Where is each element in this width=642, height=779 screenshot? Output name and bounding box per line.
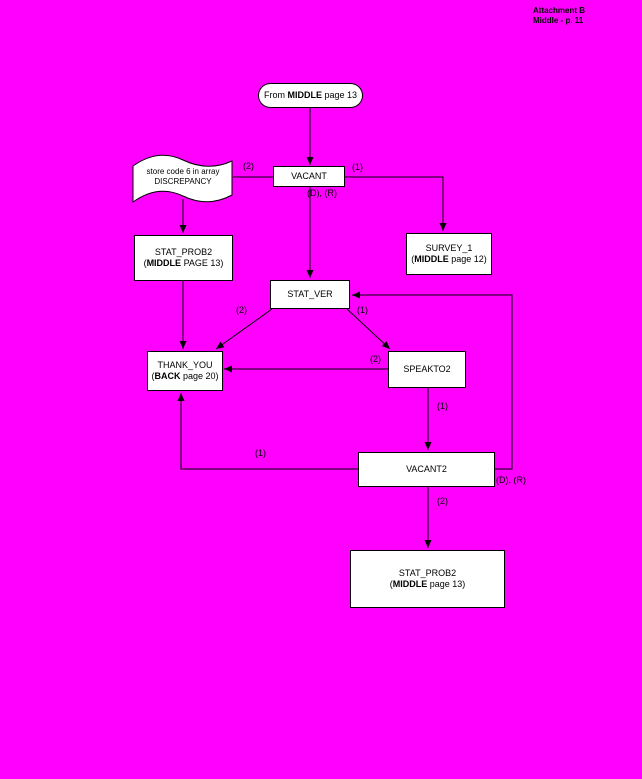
node-vacant2 — [358, 452, 495, 487]
edge-label-statver-to-thankyou: (2) — [236, 305, 247, 315]
stat-prob2-bottom-l2-bold: MIDDLE — [392, 579, 428, 589]
stat-prob2-left-line1: STAT_PROB2 — [154, 247, 213, 257]
stat-ver-label: STAT_VER — [287, 289, 333, 299]
attachment-note — [533, 6, 585, 26]
edge-label-vacant2-to-statprob2: (2) — [437, 496, 448, 506]
vacant-label: VACANT — [291, 171, 327, 181]
stat-prob2-left-l2-bold: MIDDLE — [146, 258, 182, 268]
stat-prob2-bottom-l2-pre: ( — [389, 579, 393, 589]
thank-you-l2-bold: BACK — [154, 371, 181, 381]
thank-you-l2-pre: ( — [151, 371, 155, 381]
start-label-bold: MIDDLE — [287, 90, 322, 100]
node-speakto2 — [388, 351, 466, 388]
node-survey-1 — [406, 233, 492, 275]
stat-prob2-left-line2 — [144, 258, 224, 269]
speakto2-label: SPEAKTO2 — [403, 364, 451, 374]
edge-statver-to-speakto2 — [347, 309, 390, 349]
node-discrepancy-label — [136, 160, 230, 194]
edge-vacant-to-survey1 — [345, 177, 443, 231]
edge-label-vacant-to-discrepancy: (2) — [243, 161, 254, 171]
node-stat-ver — [270, 280, 350, 309]
survey-1-l2-bold: MIDDLE — [414, 254, 449, 264]
node-start — [258, 83, 363, 108]
edge-statver-to-thankyou — [216, 309, 272, 349]
attachment-note-line1: Attachment B — [533, 6, 586, 15]
stat-prob2-bottom-l2-post: page 13) — [427, 579, 466, 589]
attachment-note-line2: Middle - p. 11 — [533, 16, 584, 25]
edge-label-vacant-to-survey1: (1) — [352, 162, 363, 172]
node-stat-prob2-bottom — [350, 550, 505, 608]
vacant2-label: VACANT2 — [406, 464, 447, 474]
stat-prob2-bottom-line2 — [390, 579, 466, 590]
node-stat-prob2-left — [134, 235, 233, 281]
edge-label-vacant-to-statver: (D), (R) — [307, 188, 337, 198]
node-thank-you — [147, 351, 223, 391]
node-vacant — [273, 166, 345, 187]
survey-1-line1: SURVEY_1 — [425, 243, 473, 253]
survey-1-line2 — [411, 254, 487, 265]
start-label-post: page 13 — [321, 90, 358, 100]
discrepancy-line2: DISCREPANCY — [154, 177, 212, 186]
discrepancy-line1: store code 6 in array — [146, 167, 220, 176]
stat-prob2-bottom-line1: STAT_PROB2 — [398, 568, 457, 578]
edge-label-speakto2-to-thankyou: (2) — [370, 354, 381, 364]
edge-label-vacant2-to-thankyou: (1) — [255, 448, 266, 458]
survey-1-l2-post: page 12) — [448, 254, 487, 264]
survey-1-l2-pre: ( — [411, 254, 415, 264]
thank-you-line1: THANK_YOU — [157, 360, 213, 370]
edge-vacant2-to-thankyou — [181, 393, 358, 469]
edge-label-vacant2-to-statver: (D), (R) — [496, 475, 526, 485]
edge-label-statver-to-speakto2: (1) — [357, 305, 368, 315]
edge-label-speakto2-to-vacant2: (1) — [437, 401, 448, 411]
thank-you-line2 — [151, 371, 218, 382]
stat-prob2-left-l2-pre: ( — [143, 258, 147, 268]
stat-prob2-left-l2-post: PAGE 13) — [181, 258, 224, 268]
start-label-pre: From — [263, 90, 288, 100]
thank-you-l2-post: page 20) — [180, 371, 219, 381]
